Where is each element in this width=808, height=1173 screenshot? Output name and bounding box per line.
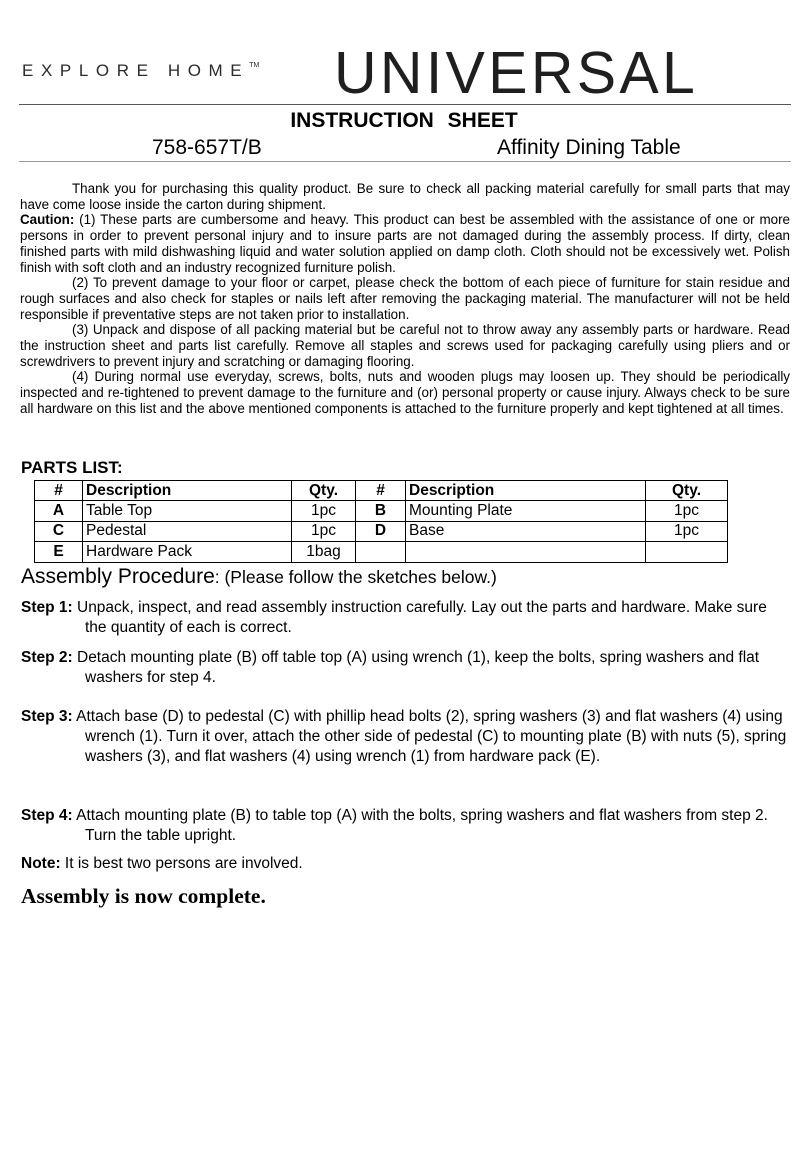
step-label: Step 4:: [21, 807, 73, 824]
note-text: It is best two persons are involved.: [60, 855, 303, 872]
product-name: Affinity Dining Table: [497, 136, 681, 159]
parts-table-header: [35, 481, 728, 501]
step-4: [21, 806, 791, 846]
header-cell: Qty.: [292, 481, 356, 501]
part-qty: [646, 542, 728, 562]
step-2: [21, 648, 791, 688]
part-description: Mounting Plate: [406, 501, 646, 521]
table-row: [35, 501, 728, 521]
part-description: [406, 542, 646, 562]
part-id: D: [356, 521, 406, 541]
part-description: Pedestal: [83, 521, 292, 541]
note-label: Note:: [21, 855, 61, 872]
header-cell: Description: [406, 481, 646, 501]
page-title: INSTRUCTION SHEET: [290, 109, 518, 132]
part-description: Hardware Pack: [83, 542, 292, 562]
note: [21, 854, 791, 874]
step-text: Unpack, inspect, and read assembly instruction carefully. Lay out the parts and hardware. Make sure the quantity of each is correct.: [72, 599, 767, 636]
part-id: [356, 542, 406, 562]
caution-paragraph-4: (4) During normal use everyday, screws, bolts, nuts and wooden plugs may loosen up. They should be periodically inspected and re-tightened to prevent damage to the furniture and (or) personal property or cause injury. Always check to be sure all hardware on this list and the above mentioned components is attached to the furniture properly and kept tightened at all times.: [20, 369, 790, 416]
caution-label: Caution:: [20, 212, 75, 228]
assembly-heading-text: Assembly Procedure: [21, 565, 215, 588]
part-qty: 1pc: [646, 521, 728, 541]
step-3: [21, 707, 791, 767]
header-cell: Description: [83, 481, 292, 501]
part-qty: 1pc: [292, 521, 356, 541]
part-id: E: [35, 542, 83, 562]
part-qty: 1pc: [646, 501, 728, 521]
thanks-paragraph: Thank you for purchasing this quality product. Be sure to check all packing material carefully for small parts that may have come loose inside the carton during shipment.: [20, 181, 790, 212]
step-text: Attach mounting plate (B) to table top (A) with the bolts, spring washers and flat washers from step 2. Turn the table upright.: [72, 807, 768, 844]
intro-section: [20, 181, 790, 417]
assembly-procedure-heading: [21, 565, 497, 589]
brand-logo-small-text: [22, 61, 259, 81]
header-cell: Qty.: [646, 481, 728, 501]
header-cell: #: [356, 481, 406, 501]
parts-table: [34, 480, 728, 563]
table-row: [35, 521, 728, 541]
assembly-subheading: : (Please follow the sketches below.): [214, 567, 497, 587]
assembly-complete-text: Assembly is now complete.: [21, 884, 266, 908]
parts-list-title: PARTS LIST:: [21, 458, 123, 477]
step-label: Step 2:: [21, 649, 73, 666]
part-qty: 1bag: [292, 542, 356, 562]
table-row: [35, 542, 728, 562]
step-1: [21, 598, 791, 638]
caution-paragraph-3: (3) Unpack and dispose of all packing material but be careful not to throw away any assembly parts or hardware. Read the instruction sheet and parts list carefully. Remove all staples and screws used for packaging carefully using pliers and or screwdrivers to prevent injury and scratching or damaging flooring.: [20, 322, 790, 369]
part-id: A: [35, 501, 83, 521]
header-cell: #: [35, 481, 83, 501]
step-label: Step 3:: [21, 708, 73, 725]
model-number: 758-657T/B: [152, 136, 262, 159]
step-label: Step 1:: [21, 599, 73, 616]
part-description: Table Top: [83, 501, 292, 521]
caution-paragraph-1: [20, 212, 790, 275]
brand-logo-universal: UNIVERSAL: [334, 40, 699, 106]
step-text: Attach base (D) to pedestal (C) with phillip head bolts (2), spring washers (3) and flat washers (4) using wrench (1). Turn it over, attach the other side of pedestal (C) to mounting plate (B) with nuts (5), spring washers (3), and flat washers (4) using wrench (1) from hardware pack (E).: [72, 708, 787, 765]
part-id: B: [356, 501, 406, 521]
caution-text-1: (1) These parts are cumbersome and heavy. This product can best be assembled with the assistance of one or more persons in order to prevent personal injury and to insure parts are not damaged during the assembly process. If dirty, clean finished parts with mild dishwashing liquid and water solution applied on damp cloth. Cloth should not be excessively wet. Polish finish with soft cloth and an industry recognized furniture polish.: [20, 212, 790, 275]
brand-name-small: EXPLORE HOME: [22, 61, 250, 80]
caution-paragraph-2: (2) To prevent damage to your floor or carpet, please check the bottom of each piece of furniture for stain residue and rough surfaces and also check for staples or nails left after removing the packaging material. The manufacturer will not be held responsible if preventative steps are not taken prior to installation.: [20, 275, 790, 322]
step-text: Detach mounting plate (B) off table top (A) using wrench (1), keep the bolts, spring washers and flat washers for step 4.: [72, 649, 760, 686]
header-divider: [19, 104, 791, 105]
part-description: Base: [406, 521, 646, 541]
part-id: C: [35, 521, 83, 541]
part-qty: 1pc: [292, 501, 356, 521]
title-divider: [19, 161, 791, 162]
trademark-mark: TM: [249, 62, 260, 69]
